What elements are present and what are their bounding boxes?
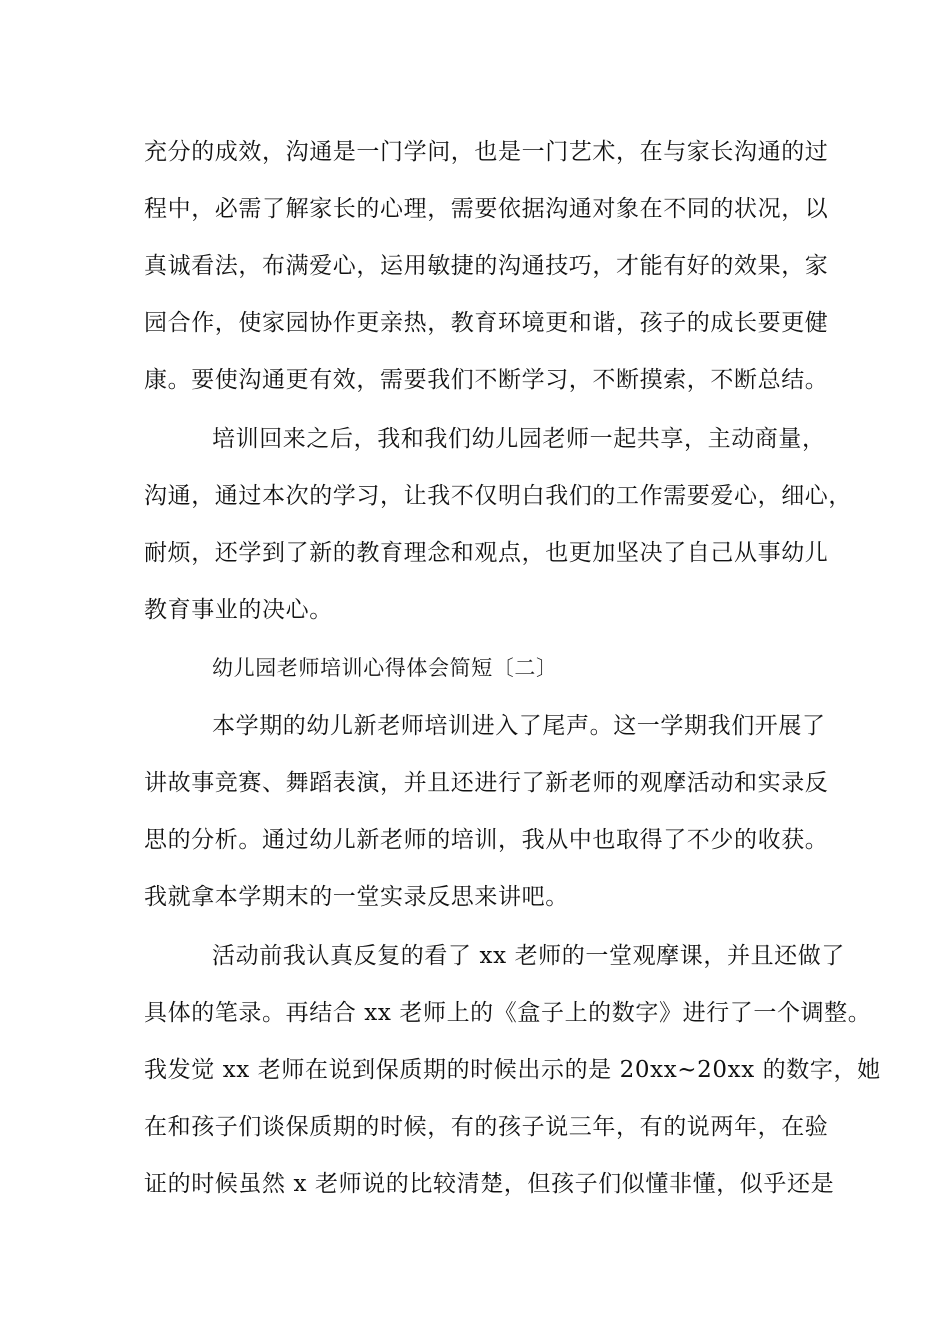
paragraph-line: 活动前我认真反复的看了 xx 老师的一堂观摩课，并且还做了 <box>212 943 845 969</box>
paragraph-line: 园合作，使家园协作更亲热，教育环境更和谐，孩子的成长要更健 <box>144 310 829 336</box>
paragraph-line: 本学期的幼儿新老师培训进入了尾声。这一学期我们开展了 <box>212 713 826 739</box>
paragraph-line: 我发觉 xx 老师在说到保质期的时候出示的是 20xx~20xx 的数字，她 <box>144 1057 881 1083</box>
paragraph-line: 程中，必需了解家长的心理，需要依据沟通对象在不同的状况，以 <box>144 196 829 222</box>
section-heading: 幼儿园老师培训心得体会简短〔二〕 <box>212 656 558 680</box>
paragraph-line: 充分的成效，沟通是一门学问，也是一门艺术，在与家长沟通的过 <box>144 139 829 165</box>
paragraph-line: 证的时候虽然 x 老师说的比较清楚，但孩子们似懂非懂，似乎还是 <box>144 1171 835 1197</box>
paragraph-line: 在和孩子们谈保质期的时候，有的孩子说三年，有的说两年，在验 <box>144 1114 829 1140</box>
paragraph-line: 培训回来之后，我和我们幼儿园老师一起共享，主动商量， <box>212 426 826 452</box>
paragraph-line: 讲故事竞赛、舞蹈表演，并且还进行了新老师的观摩活动和实录反 <box>144 770 829 796</box>
paragraph-line: 具体的笔录。再结合 xx 老师上的《盒子上的数字》进行了一个调整。 <box>144 1000 872 1026</box>
paragraph-line: 康。要使沟通更有效，需要我们不断学习，不断摸索，不断总结。 <box>144 367 829 393</box>
paragraph-line: 思的分析。通过幼儿新老师的培训，我从中也取得了不少的收获。 <box>144 827 829 853</box>
paragraph-line: 教育事业的决心。 <box>144 597 333 623</box>
paragraph-line: 沟通，通过本次的学习，让我不仅明白我们的工作需要爱心，细心， <box>144 483 852 509</box>
paragraph-line: 耐烦，还学到了新的教育理念和观点，也更加坚决了自己从事幼儿 <box>144 540 829 566</box>
paragraph-line: 我就拿本学期末的一堂实录反思来讲吧。 <box>144 884 569 910</box>
paragraph-line: 真诚看法，布满爱心，运用敏捷的沟通技巧，才能有好的效果，家 <box>144 253 829 279</box>
